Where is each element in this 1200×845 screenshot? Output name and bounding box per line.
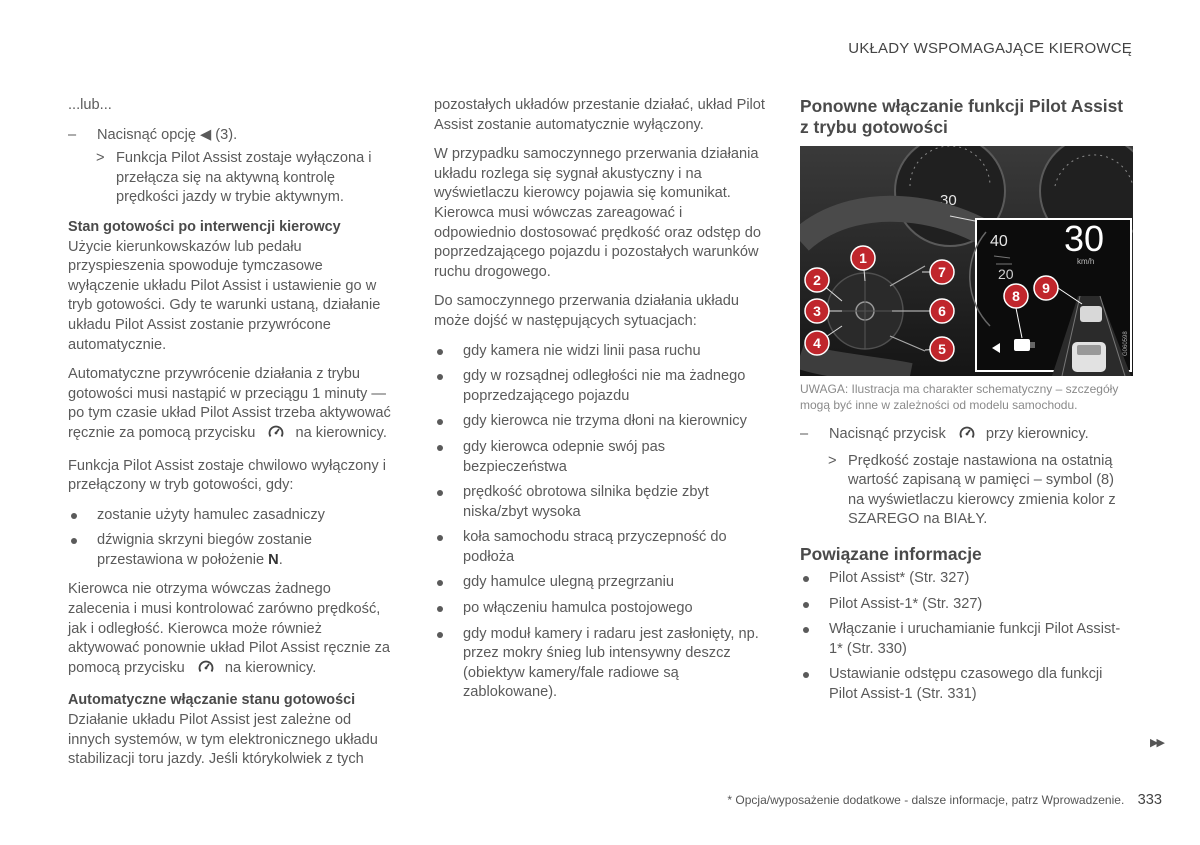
paragraph: Kierowca nie otrzyma wówczas żadnego zalecenia i musi kontrolować zarówno prędkość, jak i odległość. Kierowca może również aktywować ponownie układ Pilot Assist ręcznie za pomocą przycisku na kierownicy. [68,580,393,681]
svg-text:3: 3 [813,303,821,319]
bullet-list [68,506,393,571]
list-item: gdy kierowca odepnie swój pas bezpieczeństwa [434,438,766,477]
page-number: 333 [1137,792,1162,808]
svg-text:1: 1 [859,250,867,266]
display-unit: km/h [1077,257,1095,266]
callout-3 [805,299,829,323]
subheading-standby-after-intervention: Stan gotowości po interwencji kierowcy [68,218,341,235]
list-item: po włączeniu hamulca postojowego [434,599,766,619]
callout-6 [930,299,954,323]
figure-code: G060598 [1123,331,1129,356]
pilot-assist-button-icon [958,425,976,448]
paragraph: Użycie kierunkowskazów lub pedału przyspieszenia spowoduje tymczasowe wyłączenie układu Pilot Assist i ustawienie go w tryb gotowości. Gdy te warunki ustaną, działanie układu Pilot Assist zostanie przywrócone automatycznie. [68,238,381,353]
svg-text:6: 6 [938,303,946,319]
callout-4 [805,331,829,355]
display-speed-20: 20 [998,266,1014,282]
result-marker: > [828,452,837,469]
related-links-list [800,569,1132,705]
column-1 [68,96,393,780]
callout-7 [930,260,954,284]
callout-5 [930,337,954,361]
step-item: – Nacisnąć przycisk przy kierownicy. [800,425,1132,448]
result-item [68,149,393,208]
list-item: gdy kierowca nie trzyma dłoni na kierownicy [434,412,766,432]
paragraph: W przypadku samoczynnego przerwania działania układu rozlega się sygnał akustyczny i na wyświetlaczu kierowcy pojawia się komunikat. Kierowca musi wówczas zareagować i odpowiednio dostosować prędkość oraz odstęp do poprzedzającego pojazdu i pozostałych warunków ruchu drogowego. [434,146,761,280]
dash-marker: – [800,426,809,442]
svg-text:4: 4 [813,335,821,351]
pilot-assist-button-icon [267,424,285,447]
paragraph: Automatyczne przywrócenie działania z trybu gotowości musi nastąpić w przeciągu 1 minuty — po tym czasie układ Pilot Assist trzeba aktywować ręcznie za pomocą przycisku na kierownicy. [68,365,393,446]
svg-text:5: 5 [938,341,946,357]
result-text: Prędkość zostaje nastawiona na ostatnią wartość zapisaną w pamięci – symbol (8) na wyświetlaczu kierowcy zmienia kolor z SZAREGO na BIAŁY. [848,452,1116,528]
list-item: zostanie użyty hamulec zasadniczy [68,506,393,526]
column-3 [800,96,1132,715]
svg-text:9: 9 [1042,280,1050,296]
steering-wheel-figure [800,146,1133,376]
related-link[interactable]: Włączanie i uruchamianie funkcji Pilot Assist-1* (Str. 330) [800,620,1132,659]
list-item: gdy hamulce ulegną przegrzaniu [434,573,766,593]
display-speed-40: 40 [990,233,1008,250]
list-item: gdy w rozsądnej odległości nie ma żadnego poprzedzającego pojazdu [434,367,766,406]
continue-arrows-icon: ▶▶ [1150,737,1163,749]
svg-text:2: 2 [813,272,821,288]
callout-1 [851,246,875,270]
related-link[interactable]: Ustawianie odstępu czasowego dla funkcji Pilot Assist-1 (Str. 331) [800,665,1132,704]
callout-2 [805,268,829,292]
svg-text:8: 8 [1012,288,1020,304]
paragraph: Do samoczynnego przerwania działania układu może dojść w następujących sytuacjach: [434,293,740,329]
pilot-assist-button-icon [197,659,215,682]
subheading-auto-standby: Automatyczne włączanie stanu gotowości [68,692,356,709]
callout-9 [1034,276,1058,300]
list-item: gdy kamera nie widzi linii pasa ruchu [434,342,766,362]
figure-caption: UWAGA: Ilustracja ma charakter schematyczny – szczegóły mogą być inne w zależności od modelu samochodu. [800,382,1119,412]
bullet-list [434,342,766,704]
list-item: dźwignia skrzyni biegów zostanie przestawiona w położenie N. [68,531,393,570]
paragraph: pozostałych układów przestanie działać, układ Pilot Assist zostanie automatycznie wyłączony. [434,97,765,133]
footer-note: * Opcja/wyposażenie dodatkowe - dalsze informacje, patrz Wprowadzenie. [727,793,1125,807]
lead-text: ...lub... [68,97,112,113]
svg-text:7: 7 [938,264,946,280]
paragraph: Działanie układu Pilot Assist jest zależne od innych systemów, w tym elektronicznego układu stabilizacji toru jazdy. Jeśli którykolwiek z tych [68,712,378,768]
related-info-heading: Powiązane informacje [800,543,982,564]
section-heading: Ponowne włączanie funkcji Pilot Assist z trybu gotowości [800,96,1124,137]
paragraph: Funkcja Pilot Assist zostaje chwilowo wyłączony i przełączony w tryb gotowości, gdy: [68,457,386,494]
footer [727,792,1162,808]
list-item: koła samochodu stracą przyczepność do podłoża [434,528,766,567]
display-set-speed: 30 [1064,218,1105,259]
gear-position-n: N [268,551,279,568]
list-item: prędkość obrotowa silnika będzie zbyt niska/zbyt wysoka [434,483,766,522]
step-item [68,126,393,146]
callout-8 [1004,284,1028,308]
list-item: gdy moduł kamery i radaru jest zasłonięty, np. przez mokry śnieg lub intensywny deszcz (obiektyw kamery/fale radiowe są zablokowane). [434,625,766,703]
related-link[interactable]: Pilot Assist-1* (Str. 327) [800,595,1132,615]
result-marker: > [96,150,105,167]
step-text: Nacisnąć opcję ◀ (3). [97,126,238,143]
related-link[interactable]: Pilot Assist* (Str. 327) [800,569,1132,589]
column-2 [434,96,766,713]
small-speed-readout: 30 [940,192,957,209]
dash-marker: – [68,126,77,143]
result-text: Funkcja Pilot Assist zostaje wyłączona i przełącza się na aktywną kontrolę prędkości jazdy w trybie aktywnym. [116,150,372,206]
result-item [800,452,1132,530]
section-header: UKŁADY WSPOMAGAJĄCE KIEROWCĘ [848,40,1132,57]
